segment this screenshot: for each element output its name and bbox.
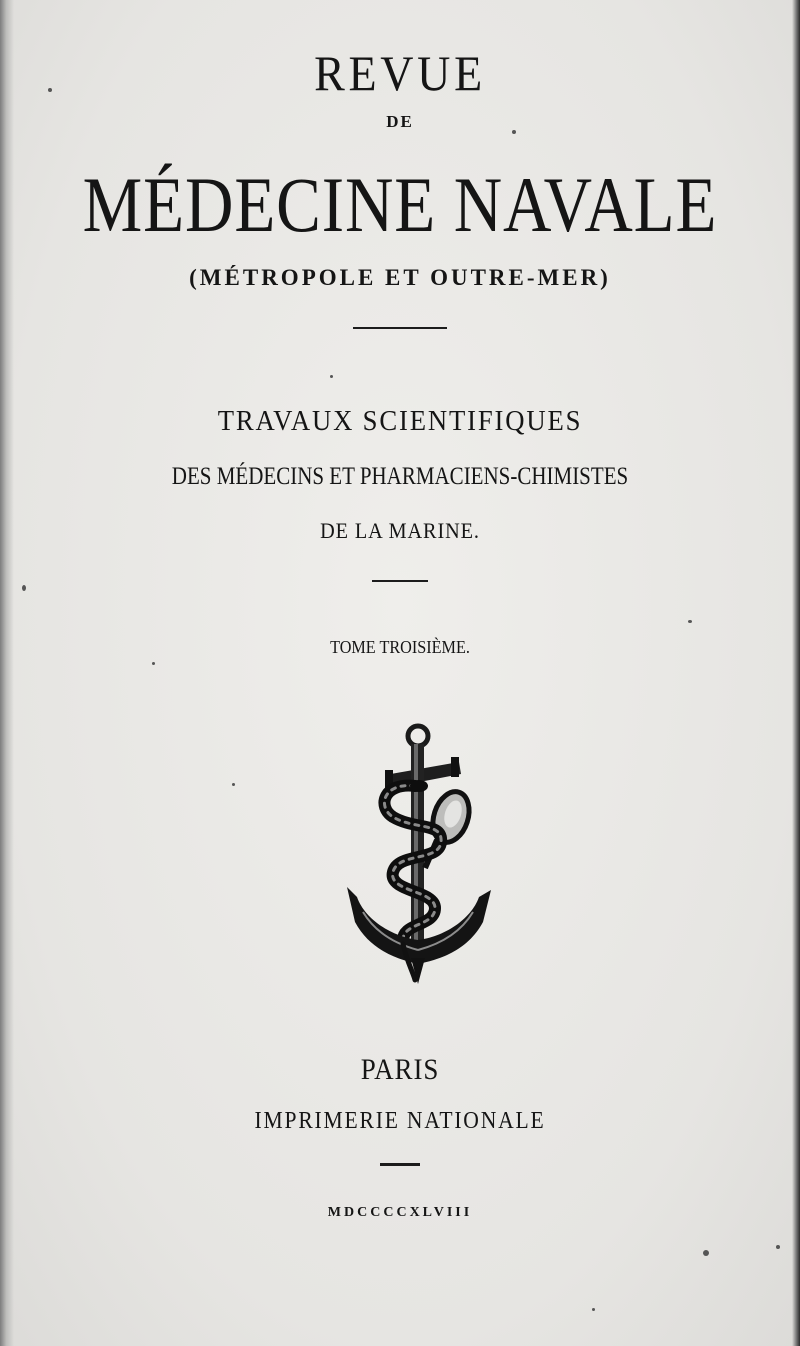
divider-rule — [380, 1163, 420, 1166]
paper-speck — [152, 662, 155, 665]
series-line-3: DE LA MARINE. — [320, 518, 480, 543]
paper-speck — [776, 1245, 780, 1249]
imprint-year: MDCCCCXLVIII — [327, 1205, 473, 1220]
paper-speck — [592, 1308, 595, 1311]
series-line-1: TRAVAUX SCIENTIFIQUES — [217, 405, 583, 437]
heading-de: DE — [386, 112, 414, 131]
heading-revue: REVUE — [314, 45, 486, 101]
paper-speck — [688, 620, 692, 623]
imprint-city: PARIS — [360, 1053, 440, 1086]
paper-speck — [330, 375, 333, 378]
journal-title: MÉDECINE NAVALE — [82, 161, 718, 248]
series-line-2: DES MÉDECINS ET PHARMACIENS-CHIMISTES — [171, 463, 629, 490]
journal-subtitle: (MÉTROPOLE ET OUTRE-MER) — [189, 265, 611, 290]
paper-speck — [703, 1250, 709, 1256]
divider-rule — [372, 580, 428, 582]
paper-speck — [512, 130, 516, 134]
divider-rule — [353, 327, 447, 329]
paper-speck — [232, 783, 235, 786]
paper-speck — [22, 585, 26, 591]
anchor-serpent-emblem-icon — [343, 722, 499, 986]
page-edge-shadow-right — [792, 0, 800, 1346]
volume-label: TOME TROISIÈME. — [330, 637, 470, 657]
imprint-publisher: IMPRIMERIE NATIONALE — [254, 1108, 546, 1134]
paper-speck — [48, 88, 52, 92]
page-edge-shadow-left — [0, 0, 14, 1346]
